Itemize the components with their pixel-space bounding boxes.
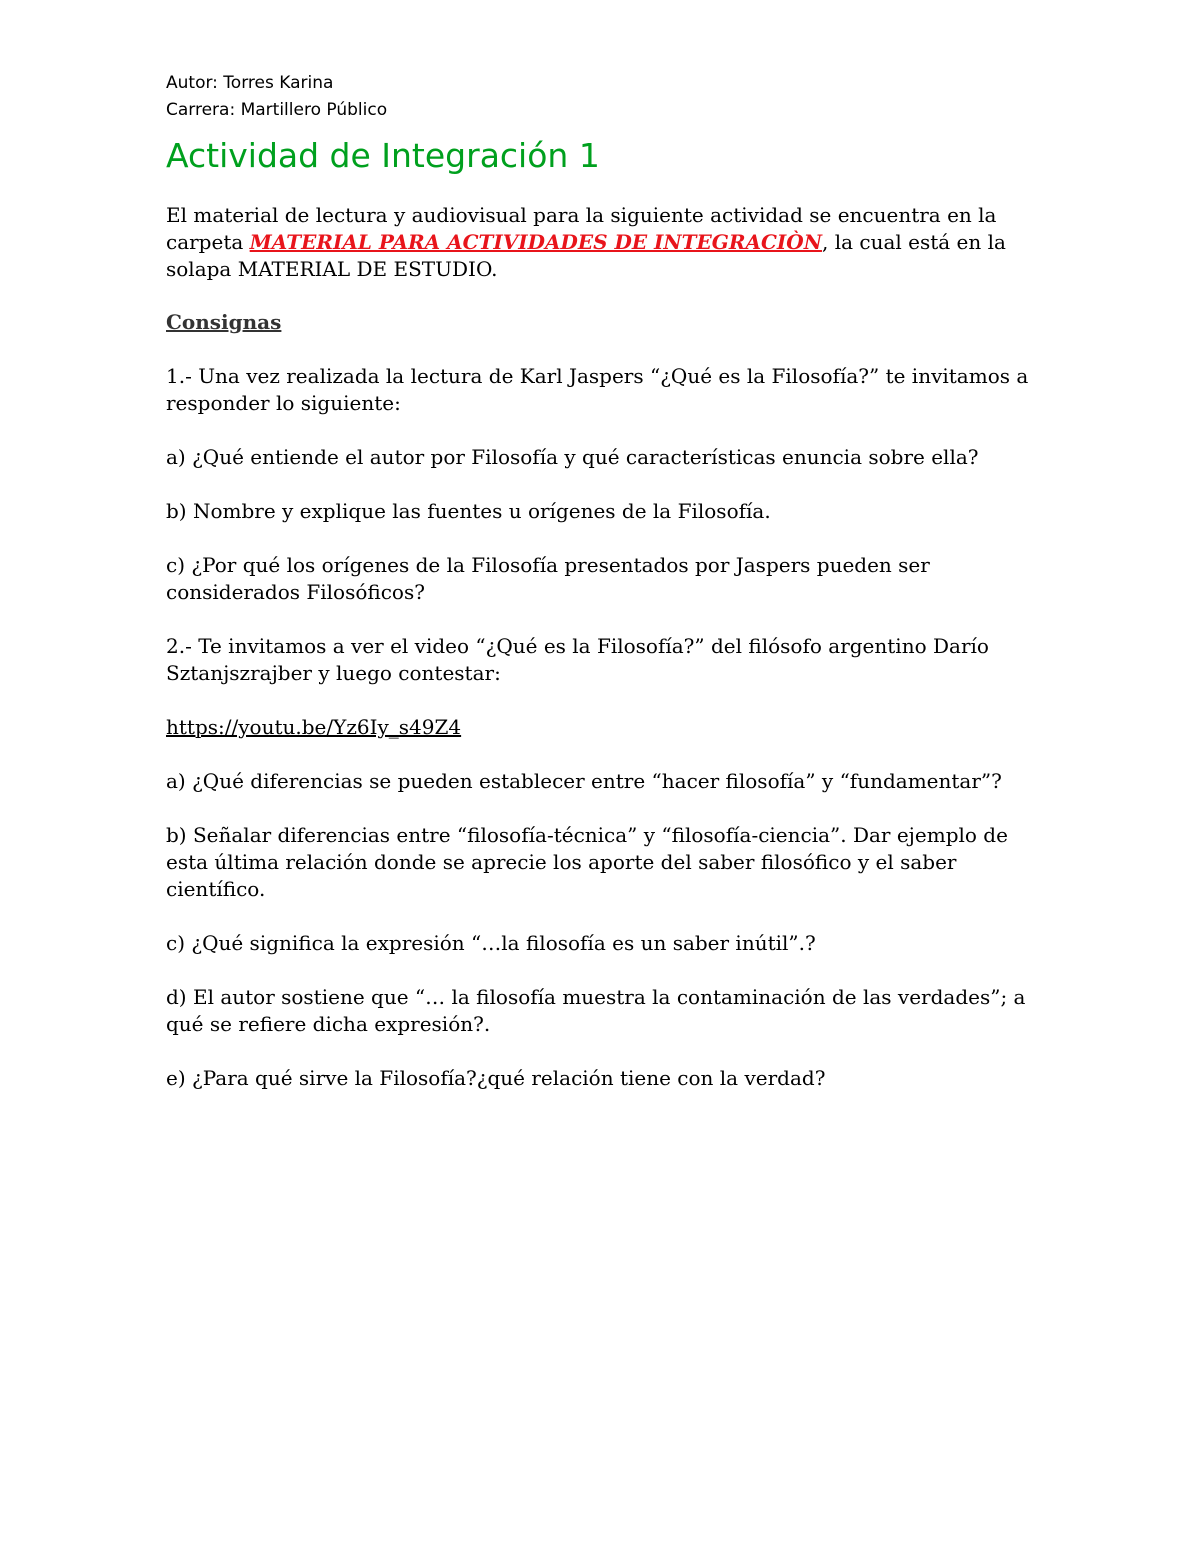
intro-text-after: , la cual está en la solapa MATERIAL DE ESTUDIO. xyxy=(166,230,1006,281)
video-link-paragraph xyxy=(166,714,1046,741)
video-url-link[interactable]: https://youtu.be/Yz6Iy_s49Z4 xyxy=(166,715,462,739)
consignas-heading: Consignas xyxy=(166,310,282,334)
folder-name-link[interactable]: MATERIAL PARA ACTIVIDADES DE INTEGRACIÒN xyxy=(249,230,822,254)
intro-paragraph xyxy=(166,202,1046,283)
section2-question-b: b) Señalar diferencias entre “filosofía-técnica” y “filosofía-ciencia”. Dar ejemplo de esta última relación donde se aprecie los aporte del saber filosófico y el saber científico. xyxy=(166,823,1008,901)
section1-intro: 1.- Una vez realizada la lectura de Karl Jaspers “¿Qué es la Filosofía?” te invitamos a responder lo siguiente: xyxy=(166,364,1029,415)
career-line: Carrera: Martillero Público xyxy=(166,100,388,120)
intro-text-before: El material de lectura y audiovisual para la siguiente actividad se encuentra en la carpeta xyxy=(166,203,997,254)
document-title: Actividad de Integración 1 xyxy=(166,136,600,175)
document-page xyxy=(166,70,1046,1092)
section2-intro: 2.- Te invitamos a ver el video “¿Qué es la Filosofía?” del filósofo argentino Darío Sztanjszrajber y luego contestar: xyxy=(166,634,989,685)
section1-question-a: a) ¿Qué entiende el autor por Filosofía y qué características enuncia sobre ella? xyxy=(166,445,979,469)
section2-question-e: e) ¿Para qué sirve la Filosofía?¿qué relación tiene con la verdad? xyxy=(166,1066,826,1090)
author-line: Autor: Torres Karina xyxy=(166,73,334,93)
section2-question-d: d) El autor sostiene que “… la filosofía muestra la contaminación de las verdades”; a qué se refiere dicha expresión?. xyxy=(166,985,1026,1036)
section2-question-c: c) ¿Qué significa la expresión “…la filosofía es un saber inútil”.? xyxy=(166,931,816,955)
section1-question-b: b) Nombre y explique las fuentes u orígenes de la Filosofía. xyxy=(166,499,771,523)
section1-question-c: c) ¿Por qué los orígenes de la Filosofía presentados por Jaspers pueden ser considerados Filosóficos? xyxy=(166,553,930,604)
section2-question-a: a) ¿Qué diferencias se pueden establecer entre “hacer filosofía” y “fundamentar”? xyxy=(166,769,1002,793)
